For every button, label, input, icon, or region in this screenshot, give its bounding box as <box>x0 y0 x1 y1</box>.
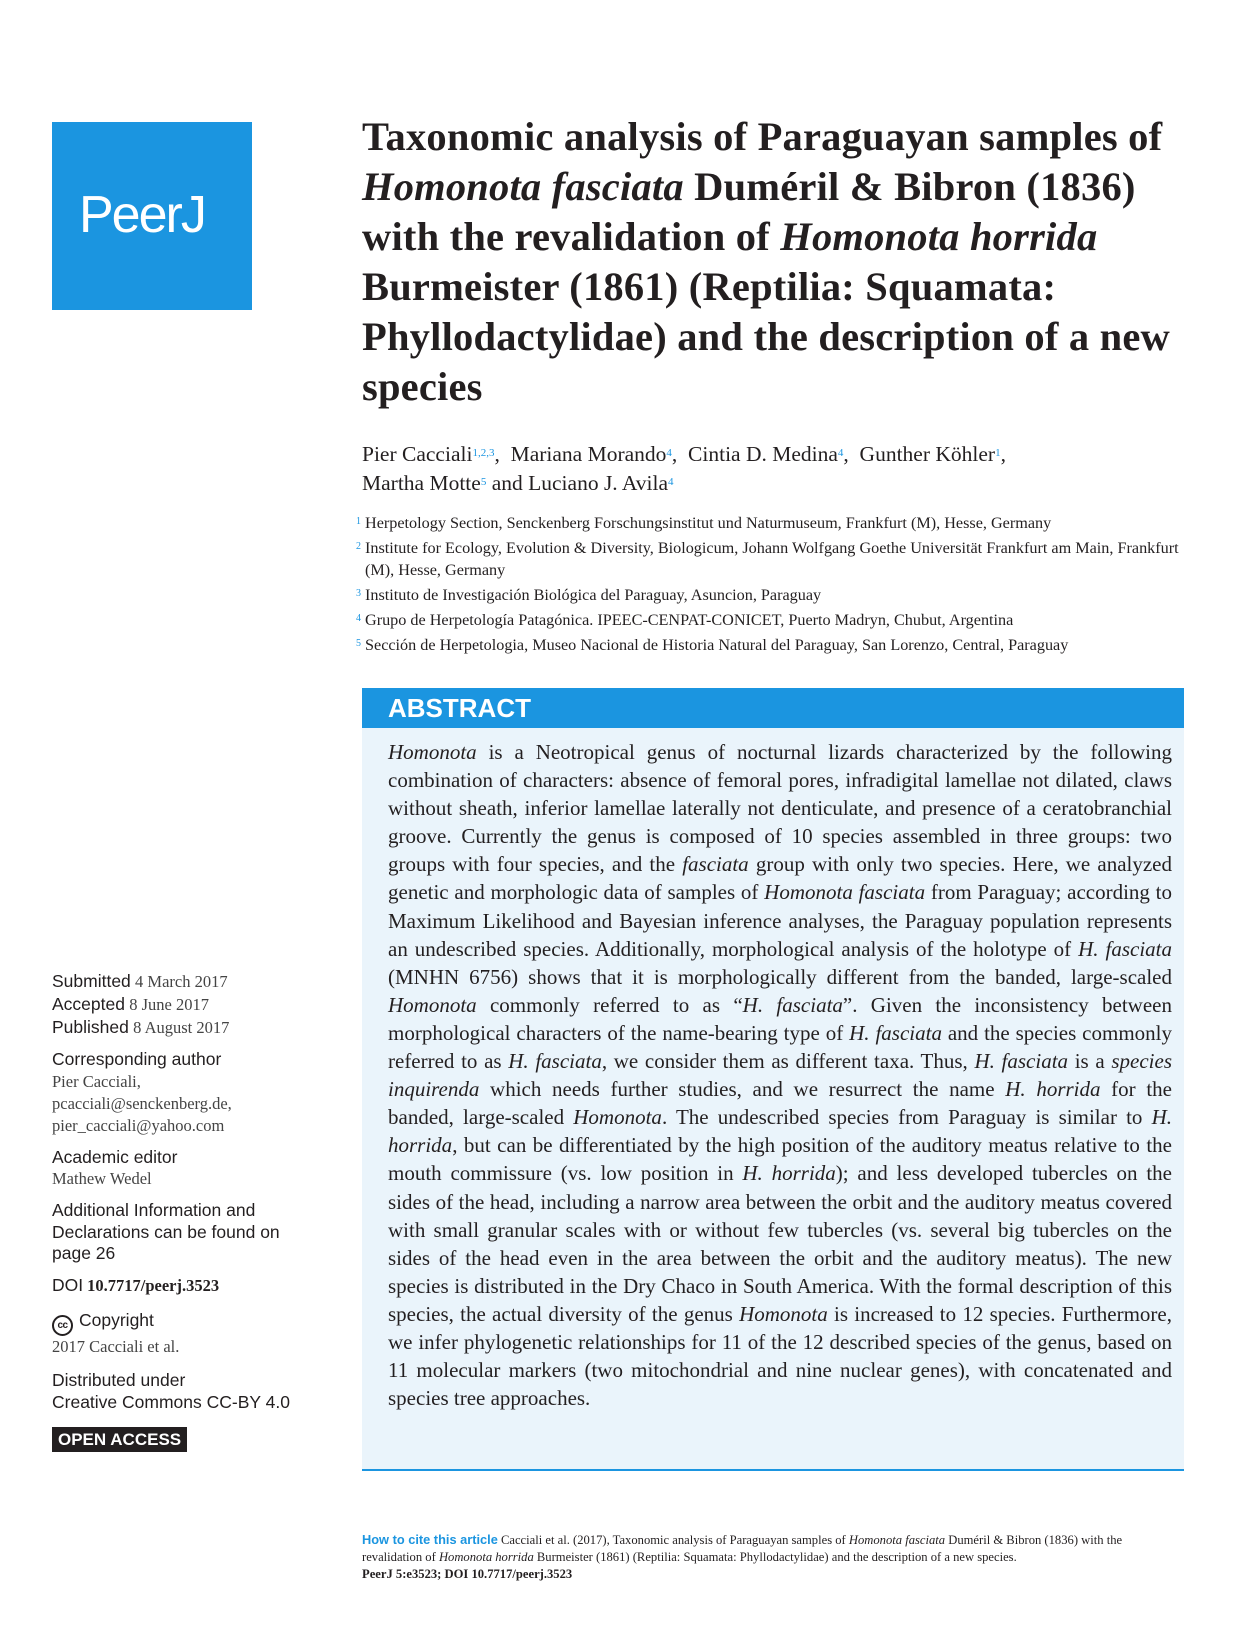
citation-label: How to cite this article <box>362 1532 498 1547</box>
abstract-italic-term: Homonota <box>573 1105 662 1130</box>
abstract-text-segment: and the species commonly referred to as <box>388 1020 1172 1074</box>
author-separator: , <box>494 442 511 466</box>
title-part-1: Taxonomic analysis of Paraguayan samples of <box>362 114 1163 159</box>
peerj-logo-mark <box>77 186 227 246</box>
abstract-text-segment: from Paraguay; according to Maximum Likelihood and Bayesian inference analyses, the Paraguay population represents an undescribed species. Additionally, morphological analysis of the holotype of <box>388 880 1172 961</box>
author-affiliation-number[interactable]: 4 <box>837 447 844 459</box>
corresponding-author-name: Pier Cacciali, <box>52 1071 141 1091</box>
author[interactable] <box>688 442 843 466</box>
author-affiliation-number[interactable]: 4 <box>668 476 674 488</box>
abstract-text-segment: . The undescribed species from Paraguay is similar to <box>661 1105 1152 1130</box>
abstract-text-segment: is a <box>1068 1049 1112 1074</box>
author-separator: and <box>486 471 529 495</box>
submitted-date <box>52 970 322 993</box>
peerj-logo-text: PeerJ <box>79 186 205 244</box>
abstract-italic-term: fasciata <box>682 852 749 877</box>
creative-commons-icon: cc <box>52 1315 73 1336</box>
affiliation <box>356 537 1191 581</box>
citation <box>362 1531 1184 1583</box>
copyright-holder: 2017 Cacciali et al. <box>52 1337 180 1356</box>
abstract-italic-term: H. fasciata <box>508 1049 602 1074</box>
abstract-italic-term: Homonota <box>388 992 477 1017</box>
citation-reference[interactable]: PeerJ 5:e3523; DOI 10.7717/peerj.3523 <box>362 1567 573 1581</box>
author-name: Luciano J. Avila <box>528 471 669 495</box>
author-affiliation-number[interactable]: 1 <box>995 447 1001 459</box>
affiliation <box>356 609 1191 631</box>
abstract-box <box>362 688 1184 1471</box>
affiliation-text: Institute for Ecology, Evolution & Diversity, Biologicum, Johann Wolfgang Goethe Universität Frankfurt am Main, Frankfurt (M), Hesse, Germany <box>365 539 1179 579</box>
abstract-text-segment: ); and less developed tubercles on the sides of the head, including a narrow area between the orbit and the auditory meatus covered with small granular scales with or without few tubercles (vs. several big tubercles on the sides of the head even in the area between the orbit and the auditory meatus). The new species is distributed in the Dry Chaco in South America. With the formal description of this species, the actual diversity of the genus <box>388 1161 1172 1326</box>
author-affiliation-number[interactable]: 4 <box>666 447 672 459</box>
affiliation-number: 4 <box>356 613 361 624</box>
title-part-3: Burmeister (1861) (Reptilia: Squamata: Phyllodactylidae) and the description of a new species <box>362 264 1170 409</box>
abstract-italic-term: H. horrida <box>742 1161 836 1186</box>
license-line: Creative Commons CC-BY 4.0 <box>52 1391 290 1412</box>
author-separator: , <box>1000 442 1006 466</box>
citation-text: Burmeister (1861) (Reptilia: Squamata: Phyllodactylidae) and the description of a new species. <box>533 1550 1017 1564</box>
affiliation <box>356 512 1191 534</box>
abstract-italic-term: H. horrida <box>388 1105 1172 1158</box>
citation-species: Homonota fasciata <box>848 1533 946 1547</box>
peerj-logo[interactable] <box>52 122 252 310</box>
article-title <box>362 112 1212 412</box>
author-affiliation-number[interactable]: 1,2,3 <box>472 447 495 459</box>
author[interactable] <box>362 471 486 495</box>
abstract-text <box>362 728 1184 1412</box>
author[interactable] <box>362 442 494 466</box>
copyright <box>52 1310 322 1358</box>
affiliation-text: Sección de Herpetologia, Museo Nacional de Historia Natural del Paraguay, San Lorenzo, Central, Paraguay <box>365 636 1069 654</box>
affiliation <box>356 634 1191 656</box>
citation-text: Cacciali et al. (2017), Taxonomic analysis of Paraguayan samples of <box>497 1533 849 1547</box>
published-value: 8 August 2017 <box>133 1018 230 1037</box>
author-name: Pier Cacciali <box>362 442 473 466</box>
accepted-value: 8 June 2017 <box>129 995 209 1014</box>
abstract-text-segment: , but can be differentiated by the high position of the auditory meatus relative to the mouth commissure (vs. low position in <box>388 1133 1172 1186</box>
abstract-text-segment: , we consider them as different taxa. Thus, <box>601 1049 975 1074</box>
affiliation-number: 5 <box>356 638 361 649</box>
additional-information[interactable] <box>52 1200 322 1265</box>
abstract-italic-term: H. horrida <box>1005 1077 1101 1102</box>
abstract-italic-term: Homonota <box>388 740 477 764</box>
author-list <box>362 440 1212 498</box>
additional-info-line: page 26 <box>52 1243 116 1263</box>
doi-label: DOI <box>52 1274 84 1295</box>
academic-editor-label: Academic editor <box>52 1146 178 1167</box>
author-name: Cintia D. Medina <box>688 442 838 466</box>
corresponding-author-label: Corresponding author <box>52 1049 222 1069</box>
article-info-sidebar <box>52 970 322 1452</box>
published-date <box>52 1016 322 1039</box>
author-separator: , <box>671 442 689 466</box>
doi <box>52 1275 322 1297</box>
citation-text: Duméril & Bibron (1836) with the revalidation of <box>362 1533 1123 1564</box>
doi-link[interactable]: 10.7717/peerj.3523 <box>87 1275 220 1295</box>
abstract-italic-term: H. fasciata <box>1078 936 1172 961</box>
affiliation-text: Herpetology Section, Senckenberg Forschungsinstitut und Naturmuseum, Frankfurt (M), Hesse, Germany <box>365 514 1052 532</box>
corresponding-author <box>52 1049 322 1137</box>
abstract-italic-term: H. fasciata <box>742 992 843 1017</box>
abstract-italic-term: H. fasciata <box>849 1020 942 1045</box>
license[interactable] <box>52 1370 322 1413</box>
additional-info-line: Additional Information and <box>52 1200 256 1220</box>
affiliation-text: Grupo de Herpetología Patagónica. IPEEC-CENPAT-CONICET, Puerto Madryn, Chubut, Argentina <box>365 611 1014 629</box>
abstract-italic-term: Homonota <box>739 1301 828 1326</box>
author-affiliation-number[interactable]: 5 <box>480 476 487 488</box>
academic-editor <box>52 1147 322 1191</box>
abstract-text-segment: commonly referred to as “ <box>476 992 743 1017</box>
accepted-date <box>52 993 322 1016</box>
open-access-badge: OPEN ACCESS <box>52 1427 187 1452</box>
abstract-text-segment: which needs further studies, and we resurrect the name <box>479 1077 1006 1102</box>
author[interactable] <box>511 442 672 466</box>
author[interactable] <box>528 471 673 495</box>
affiliation-text: Instituto de Investigación Biológica del Paraguay, Asuncion, Paraguay <box>365 586 822 604</box>
author[interactable] <box>860 442 1001 466</box>
license-line: Distributed under <box>52 1370 186 1390</box>
affiliation-number: 2 <box>356 541 361 552</box>
affiliation-list <box>356 512 1191 659</box>
abstract-text-segment: for the banded, large-scaled <box>388 1077 1172 1130</box>
title-species-1: Homonota fasciata <box>362 164 684 209</box>
title-species-2: Homonota horrida <box>780 214 1098 259</box>
abstract-text-segment: ”. Given the inconsistency between morphological characters of the name-bearing type of <box>388 992 1172 1045</box>
corresponding-email-2[interactable]: pier_cacciali@yahoo.com <box>52 1115 225 1135</box>
author-name: Gunther Köhler <box>859 442 996 466</box>
title-part-2: Duméril & Bibron (1836) with the revalidation of <box>362 164 1136 259</box>
citation-species: Homonota horrida <box>438 1550 534 1564</box>
abstract-text-segment: (MNHN 6756) shows that it is morphologically different from the banded, large-scaled <box>388 964 1172 989</box>
author-name: Martha Motte <box>362 471 481 495</box>
abstract-italic-term: H. fasciata <box>974 1049 1069 1074</box>
corresponding-email-1[interactable]: pcacciali@senckenberg.de, <box>52 1093 232 1113</box>
abstract-text-segment: is increased to 12 species. Furthermore, we infer phylogenetic relationships for 11 of the 12 described species of the genus, based on 11 molecular markers (two mitochondrial and nine nuclear genes), with concatenated and species tree approaches. <box>388 1301 1172 1411</box>
author-name: Mariana Morando <box>510 442 667 466</box>
submitted-label: Submitted <box>52 971 131 991</box>
author-separator: , <box>843 442 860 466</box>
abstract-heading: ABSTRACT <box>362 688 1184 728</box>
abstract-italic-term: species inquirenda <box>388 1049 1173 1102</box>
submitted-value: 4 March 2017 <box>135 972 228 991</box>
copyright-label: Copyright <box>79 1310 154 1330</box>
published-label: Published <box>52 1017 129 1037</box>
affiliation-number: 1 <box>356 516 361 527</box>
abstract-italic-term: Homonota fasciata <box>764 880 926 905</box>
additional-info-line: Declarations can be found on <box>52 1221 280 1242</box>
abstract-text-segment: is a Neotropical genus of nocturnal lizards characterized by the following combination of characters: absence of femoral pores, infradigital lamellae not dilated, claws without sheath, inferior lamellae laterally not denticulate, and presence of a ceratobranchial groove. Currently the genus is composed of 10 species assembled in three groups: two groups with four species, and the <box>388 740 1172 877</box>
affiliation-number: 3 <box>356 588 361 599</box>
academic-editor-name: Mathew Wedel <box>52 1169 152 1188</box>
affiliation <box>356 584 1191 606</box>
accepted-label: Accepted <box>52 994 125 1014</box>
abstract-text-segment: group with only two species. Here, we analyzed genetic and morphologic data of samples of <box>388 852 1172 905</box>
